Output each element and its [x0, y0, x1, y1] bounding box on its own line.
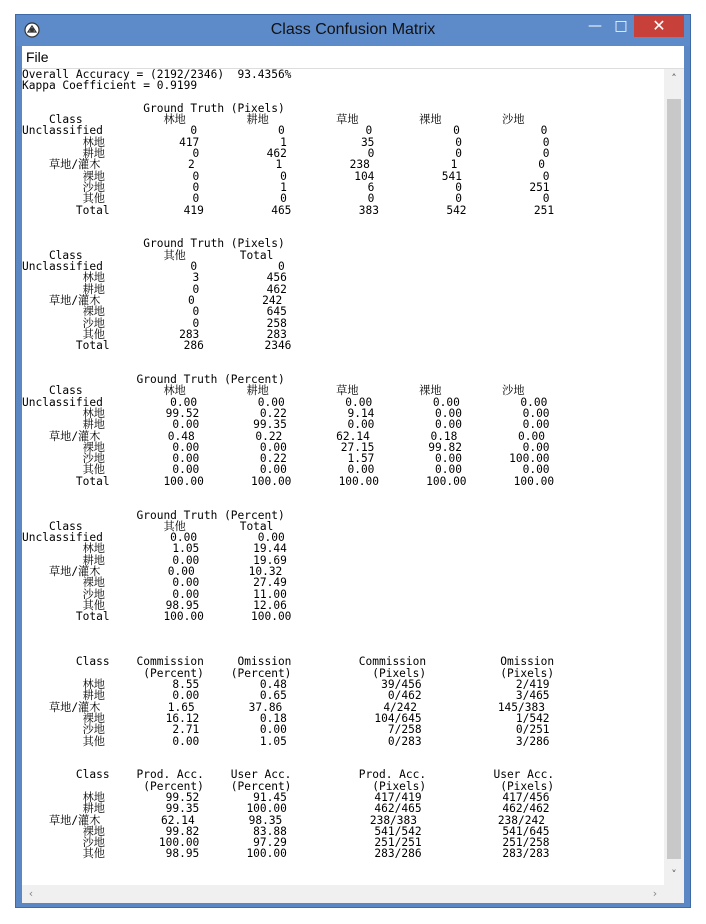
scroll-thumb[interactable]	[667, 99, 681, 859]
report-line: Ground Truth (Percent)	[22, 508, 285, 522]
report-view	[22, 69, 664, 885]
report-line	[22, 487, 554, 498]
maximize-icon: □	[614, 18, 628, 34]
report-line: 其他 0.00 1.05 0/283 3/286	[22, 734, 550, 748]
report-line: Total 419 465 383 542 251	[22, 203, 555, 217]
report-line: 耕地 0.00 0.65 0/462 3/465	[22, 689, 550, 703]
report-line: Class 其他 Total	[22, 248, 274, 262]
report-line: (Percent) (Percent) (Pixels) (Pixels)	[22, 779, 555, 793]
report-line: 耕地 99.35 100.00 462/465 462/462	[22, 802, 550, 816]
report-line: 林地 1.05 19.44	[22, 542, 287, 556]
report-line: 耕地 0 462	[22, 282, 287, 296]
report-line: Total 286 2346	[22, 339, 292, 353]
report-line: 林地 99.52 0.22 9.14 0.00 0.00	[22, 406, 550, 420]
maximize-button[interactable]	[608, 15, 634, 37]
report-line	[22, 634, 554, 645]
report-line: 沙地 0 258	[22, 316, 287, 330]
report-line: 裸地 0 0 104 541 0	[22, 169, 550, 183]
report-line: Unclassified 0.00 0.00	[22, 531, 285, 545]
report-line: 草地/灌木 2 1 238 1 0	[22, 158, 545, 172]
report-text	[22, 69, 554, 860]
report-line: 裸地 16.12 0.18 104/645 1/542	[22, 711, 550, 725]
report-line: Class Prod. Acc. User Acc. Prod. Acc. User Acc.	[22, 768, 555, 782]
app-window	[15, 14, 691, 908]
chevron-down-icon[interactable]: ˅	[671, 868, 677, 881]
report-line: Ground Truth (Percent)	[22, 373, 285, 387]
report-line: 草地/灌木 0.48 0.22 62.14 0.18 0.00	[22, 429, 545, 443]
menu-bar	[22, 46, 684, 69]
report-line	[22, 351, 554, 362]
report-line: Overall Accuracy = (2192/2346) 93.4356%	[22, 69, 292, 81]
report-line: 裸地 99.82 83.88 541/542 541/645	[22, 824, 550, 838]
report-line: Unclassified 0.00 0.00 0.00 0.00 0.00	[22, 395, 548, 409]
report-line: Total 100.00 100.00	[22, 610, 292, 624]
report-line: 裸地 0.00 0.00 27.15 99.82 0.00	[22, 440, 550, 454]
report-line: 沙地 2.71 0.00 7/258 0/251	[22, 723, 550, 737]
report-line: 沙地 0 1 6 0 251	[22, 180, 550, 194]
report-line: Ground Truth (Pixels)	[22, 237, 285, 251]
report-line: 其他 98.95 100.00 283/286 283/283	[22, 847, 550, 861]
report-line: 耕地 0.00 99.35 0.00 0.00 0.00	[22, 418, 550, 432]
report-line: 草地/灌木 62.14 98.35 238/383 238/242	[22, 813, 545, 827]
vertical-scrollbar[interactable]	[664, 69, 684, 885]
report-line: Class 林地 耕地 草地 裸地 沙地	[22, 113, 525, 127]
report-line: Kappa Coefficient = 0.9199	[22, 79, 198, 93]
close-icon: ✕	[652, 16, 666, 35]
report-line	[22, 216, 554, 227]
chevron-right-icon[interactable]: ›	[652, 887, 658, 900]
report-line: 沙地 0.00 0.22 1.57 0.00 100.00	[22, 452, 550, 466]
chevron-left-icon[interactable]: ‹	[28, 887, 34, 900]
report-line: 其他 0 0 0 0 0	[22, 192, 550, 206]
report-line: Ground Truth (Pixels)	[22, 101, 285, 115]
report-line: 沙地 100.00 97.29 251/251 251/258	[22, 836, 550, 850]
report-line: 其他 283 283	[22, 327, 287, 341]
report-line: Unclassified 0 0 0 0 0	[22, 124, 548, 138]
report-line: 草地/灌木 0 242	[22, 293, 283, 307]
report-line: 林地 8.55 0.48 39/456 2/419	[22, 678, 550, 692]
report-line	[22, 747, 554, 758]
minimize-icon: —	[588, 18, 602, 34]
report-line: 其他 0.00 0.00 0.00 0.00 0.00	[22, 463, 550, 477]
report-line: 林地 417 1 35 0 0	[22, 135, 550, 149]
report-line: Class Commission Omission Commission Omission	[22, 655, 555, 669]
report-line: 耕地 0 462 0 0 0	[22, 147, 550, 161]
report-line: Total 100.00 100.00 100.00 100.00 100.00	[22, 474, 555, 488]
report-line: 草地/灌木 0.00 10.32	[22, 565, 283, 579]
report-line: Class 林地 耕地 草地 裸地 沙地	[22, 384, 525, 398]
close-button[interactable]	[634, 15, 684, 37]
minimize-button[interactable]	[582, 15, 608, 37]
report-line: 耕地 0.00 19.69	[22, 553, 287, 567]
report-line: 林地 3 456	[22, 271, 287, 285]
report-line	[22, 498, 554, 509]
title-bar[interactable]	[16, 15, 690, 46]
horizontal-scrollbar[interactable]	[22, 885, 684, 903]
report-line: (Percent) (Percent) (Pixels) (Pixels)	[22, 666, 555, 680]
report-line: Class 其他 Total	[22, 519, 274, 533]
size-grip	[664, 885, 684, 903]
report-line: 林地 99.52 91.45 417/419 417/456	[22, 791, 550, 804]
report-line: 沙地 0.00 11.00	[22, 587, 287, 601]
report-line: Unclassified 0 0	[22, 260, 285, 274]
report-line: 裸地 0 645	[22, 305, 287, 319]
menu-file[interactable]: File	[26, 49, 49, 65]
chevron-up-icon[interactable]: ˄	[671, 72, 677, 85]
report-line: 裸地 0.00 27.49	[22, 576, 287, 590]
report-line: 其他 98.95 12.06	[22, 598, 287, 612]
report-line: 草地/灌木 1.65 37.86 4/242 145/383	[22, 700, 545, 714]
report-line	[22, 623, 554, 634]
window-title: Class Confusion Matrix	[270, 21, 436, 38]
